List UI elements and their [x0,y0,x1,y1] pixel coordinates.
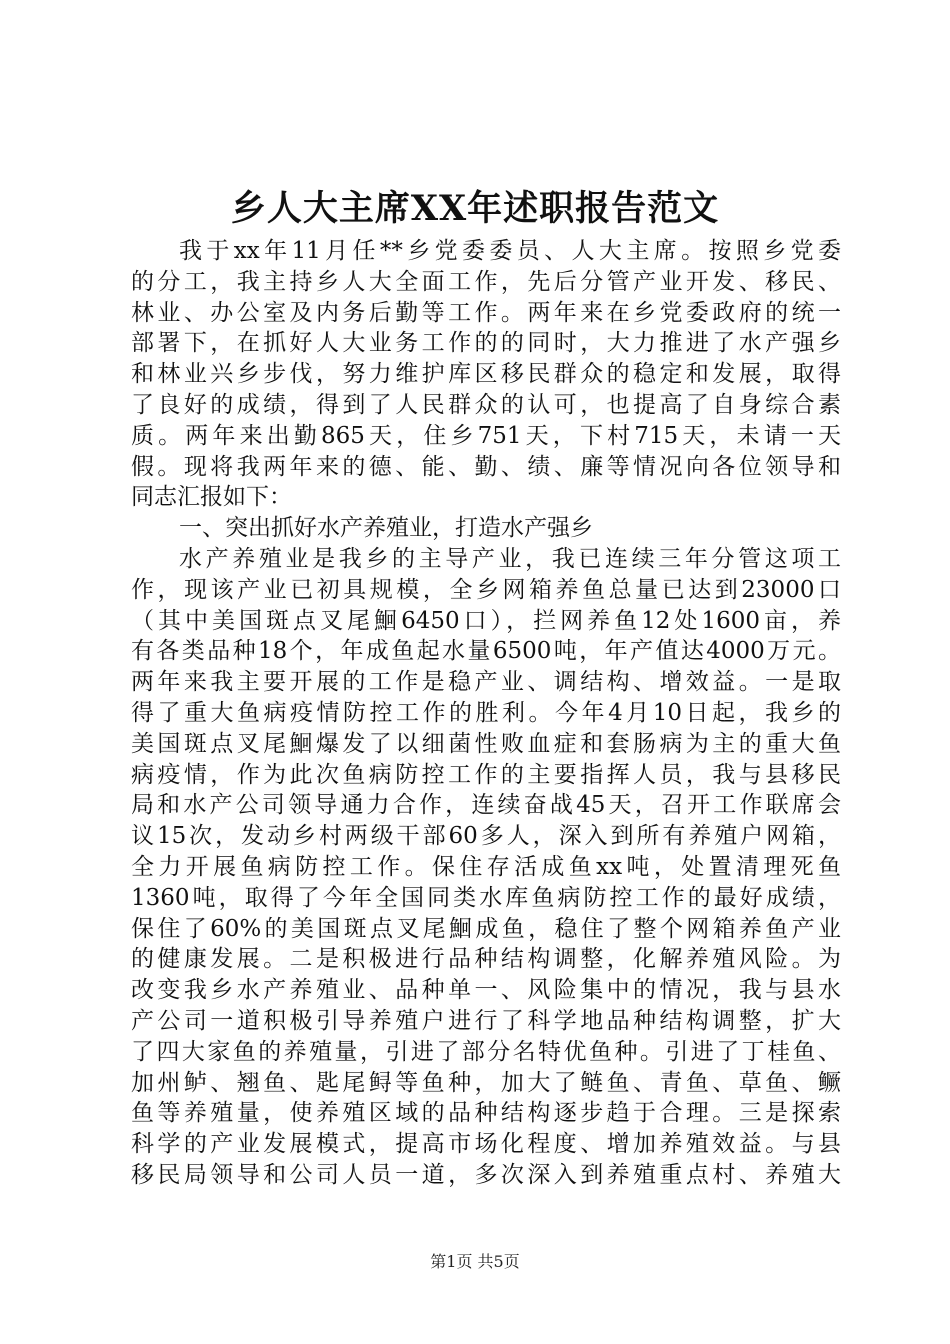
body-line: 加州鲈、翘鱼、匙尾鲟等鱼种，加大了鲢鱼、青鱼、草鱼、鳜 [131,1069,841,1096]
body-line: 和林业兴乡步伐，努力维护库区移民群众的稳定和发展，取得 [131,361,841,388]
body-line: 假。现将我两年来的德、能、勤、绩、廉等情况向各位领导和 [131,453,841,480]
body-line: 林业、办公室及内务后勤等工作。两年来在乡党委政府的统一 [131,299,841,326]
body-line: 有各类品种18个，年成鱼起水量6500吨，年产值达4000万元。 [131,638,841,665]
body-line: 局和水产公司领导通力合作，连续奋战45天，召开工作联席会 [131,792,841,819]
body-line: 改变我乡水产养殖业、品种单一、风险集中的情况，我与县水 [131,977,841,1004]
body-line: 科学的产业发展模式，提高市场化程度、增加养殖效益。与县 [131,1131,841,1158]
body-line: 两年来我主要开展的工作是稳产业、调结构、增效益。一是取 [131,669,841,696]
body-line: 水产养殖业是我乡的主导产业，我已连续三年分管这项工 [179,545,841,572]
body-line: 同志汇报如下： [131,484,292,511]
body-line: 产公司一道积极引导养殖户进行了科学地品种结构调整，扩大 [131,1007,841,1034]
body-line: 病疫情，作为此次鱼病防控工作的主要指挥人员，我与县移民 [131,761,841,788]
body-line: 鱼等养殖量，使养殖区域的品种结构逐步趋于合理。三是探索 [131,1100,841,1127]
body-line: 的分工，我主持乡人大全面工作，先后分管产业开发、移民、 [131,268,841,295]
body-line: （其中美国斑点叉尾鮰6450口），拦网养鱼12处1600亩，养 [131,607,841,634]
body-line: 保住了60%的美国斑点叉尾鮰成鱼，稳住了整个网箱养鱼产业 [131,915,841,942]
body-line: 了四大家鱼的养殖量，引进了部分名特优鱼种。引进了丁桂鱼、 [131,1038,841,1065]
document-body [131,236,841,1191]
document-title: 乡人大主席XX年述职报告范文 [230,188,720,229]
body-line: 议15次，发动乡村两级干部60多人，深入到所有养殖户网箱， [131,823,841,850]
body-line: 我于xx年11月任**乡党委委员、人大主席。按照乡党委 [179,238,841,264]
body-line: 作，现该产业已初具规模，全乡网箱养鱼总量已达到23000口 [131,576,841,603]
body-line: 1360吨，取得了今年全国同类水库鱼病防控工作的最好成绩， [131,884,841,911]
page-footer: 第1页 共5页 [430,1252,520,1271]
body-line: 得了重大鱼病疫情防控工作的胜利。今年4月10日起，我乡的 [131,699,841,726]
body-line: 美国斑点叉尾鮰爆发了以细菌性败血症和套肠病为主的重大鱼 [131,730,841,757]
body-line: 移民局领导和公司人员一道，多次深入到养殖重点村、养殖大 [131,1161,841,1188]
body-line: 的健康发展。二是积极进行品种结构调整，化解养殖风险。为 [131,946,841,973]
body-line: 一、突出抓好水产养殖业，打造水产强乡 [179,515,593,542]
body-line: 部署下，在抓好人大业务工作的的同时，大力推进了水产强乡 [131,330,841,357]
body-line: 全力开展鱼病防控工作。保住存活成鱼xx吨，处置清理死鱼 [131,853,841,880]
body-line: 质。两年来出勤865天，住乡751天，下村715天，未请一天 [131,422,841,449]
body-line: 了良好的成绩，得到了人民群众的认可，也提高了自身综合素 [131,391,841,418]
